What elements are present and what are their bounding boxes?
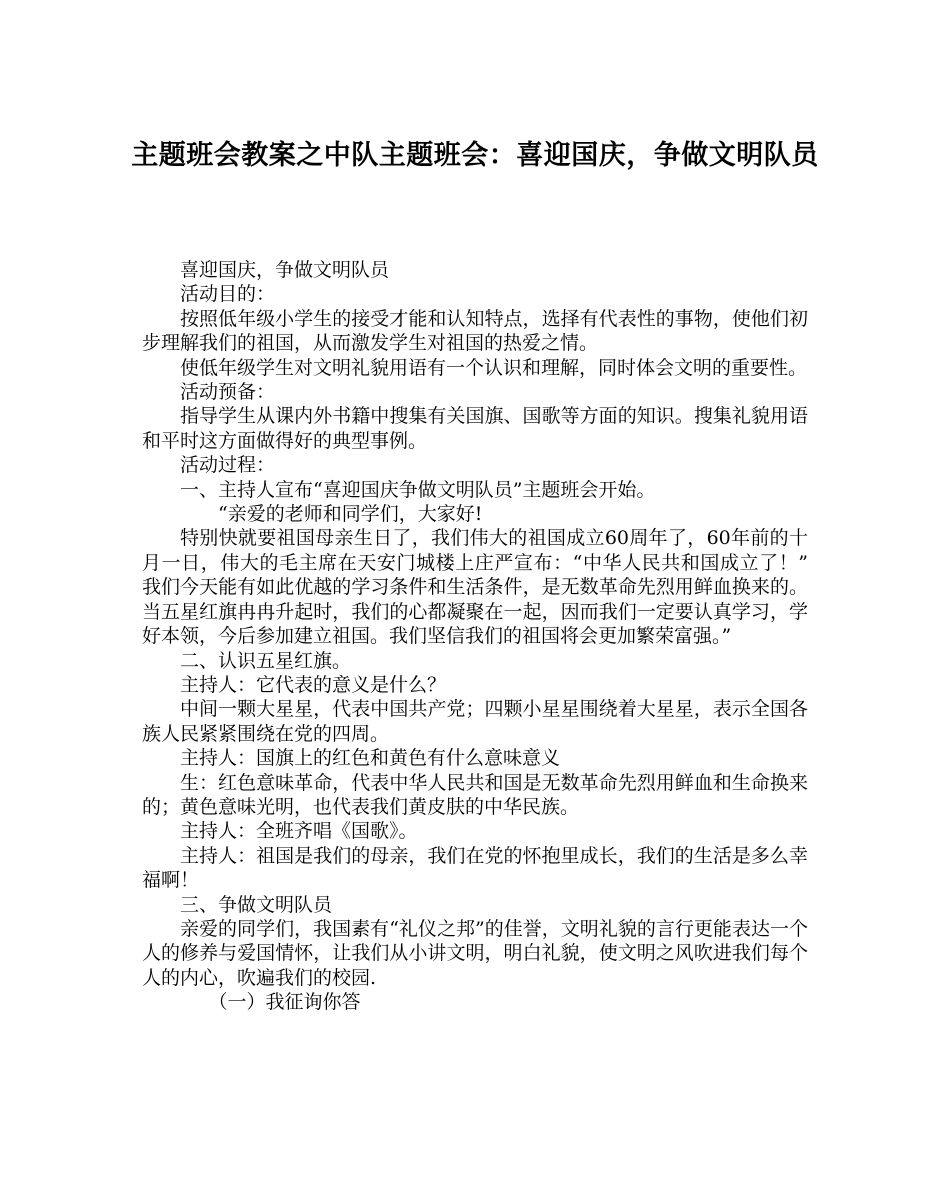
paragraph: 主持人：祖国是我们的母亲，我们在党的怀抱里成长，我们的生活是多么幸福啊！ bbox=[142, 844, 808, 892]
paragraph-subtitle: 喜迎国庆，争做文明队员 bbox=[180, 259, 390, 281]
paragraph-heading-process: 活动过程： bbox=[180, 454, 276, 477]
paragraph-section-1: 一、主持人宣布“喜迎国庆争做文明队员”主题班会开始。 bbox=[180, 478, 656, 501]
paragraph-heading-purpose: 活动目的： bbox=[180, 283, 276, 306]
paragraph: 主持人：国旗上的红色和黄色有什么意味意义 bbox=[180, 747, 561, 770]
paragraph: 使低年级学生对文明礼貌用语有一个认识和理解，同时体会文明的重要性。 bbox=[180, 356, 808, 379]
paragraph-quote-greeting: “亲爱的老师和同学们，大家好! bbox=[218, 503, 483, 526]
paragraph: 中间一颗大星星，代表中国共产党；四颗小星星围绕着大星星，表示全国各族人民紧紧围绕在党的四周。 bbox=[142, 698, 808, 745]
paragraph-section-2: 二、认识五星红旗。 bbox=[180, 649, 352, 672]
paragraph: 主持人：全班齐唱《国歌》。 bbox=[180, 820, 418, 843]
document-body bbox=[142, 258, 808, 1015]
paragraph-heading-preparation: 活动预备： bbox=[180, 381, 276, 404]
paragraph: 特别快就要祖国母亲生日了，我们伟大的祖国成立60周年了，60年前的十月一日，伟大的毛主席在天安门城楼上庄严宣布：“中华人民共和国成立了！” 我们今天能有如此优越的学习条件和生活条件，是无数革命先烈用鲜血换来的。当五星红旗冉冉升起时，我们的心都凝聚在一起，因而我们一定要认真学习，学好本领，今后参加建立祖国。我们坚信我们的祖国将会更加繁荣富强。” bbox=[142, 527, 808, 648]
paragraph-section-3: 三、争做文明队员 bbox=[180, 893, 333, 916]
paragraph-subsection-1: （一）我征询你答 bbox=[208, 991, 361, 1014]
paragraph: 主持人：它代表的意义是什么？ bbox=[180, 673, 447, 696]
paragraph: 亲爱的同学们，我国素有“礼仪之邦”的佳誉，文明礼貌的言行更能表达一个人的修养与爱国情怀，让我们从小讲文明，明白礼貌，使文明之风吹进我们每个人的内心，吹遍我们的校园. bbox=[142, 917, 808, 989]
document-title: 主题班会教案之中队主题班会：喜迎国庆，争做文明队员 bbox=[131, 140, 819, 171]
paragraph: 生：红色意味革命，代表中华人民共和国是无数革命先烈用鲜血和生命换来的；黄色意味光明，也代表我们黄皮肤的中华民族。 bbox=[142, 771, 808, 818]
paragraph: 按照低年级小学生的接受才能和认知特点，选择有代表性的事物，使他们初步理解我们的祖国，从而激发学生对祖国的热爱之情。 bbox=[142, 307, 808, 355]
paragraph: 指导学生从课内外书籍中搜集有关国旗、国歌等方面的知识。搜集礼貌用语和平时这方面做得好的典型事例。 bbox=[142, 405, 808, 452]
